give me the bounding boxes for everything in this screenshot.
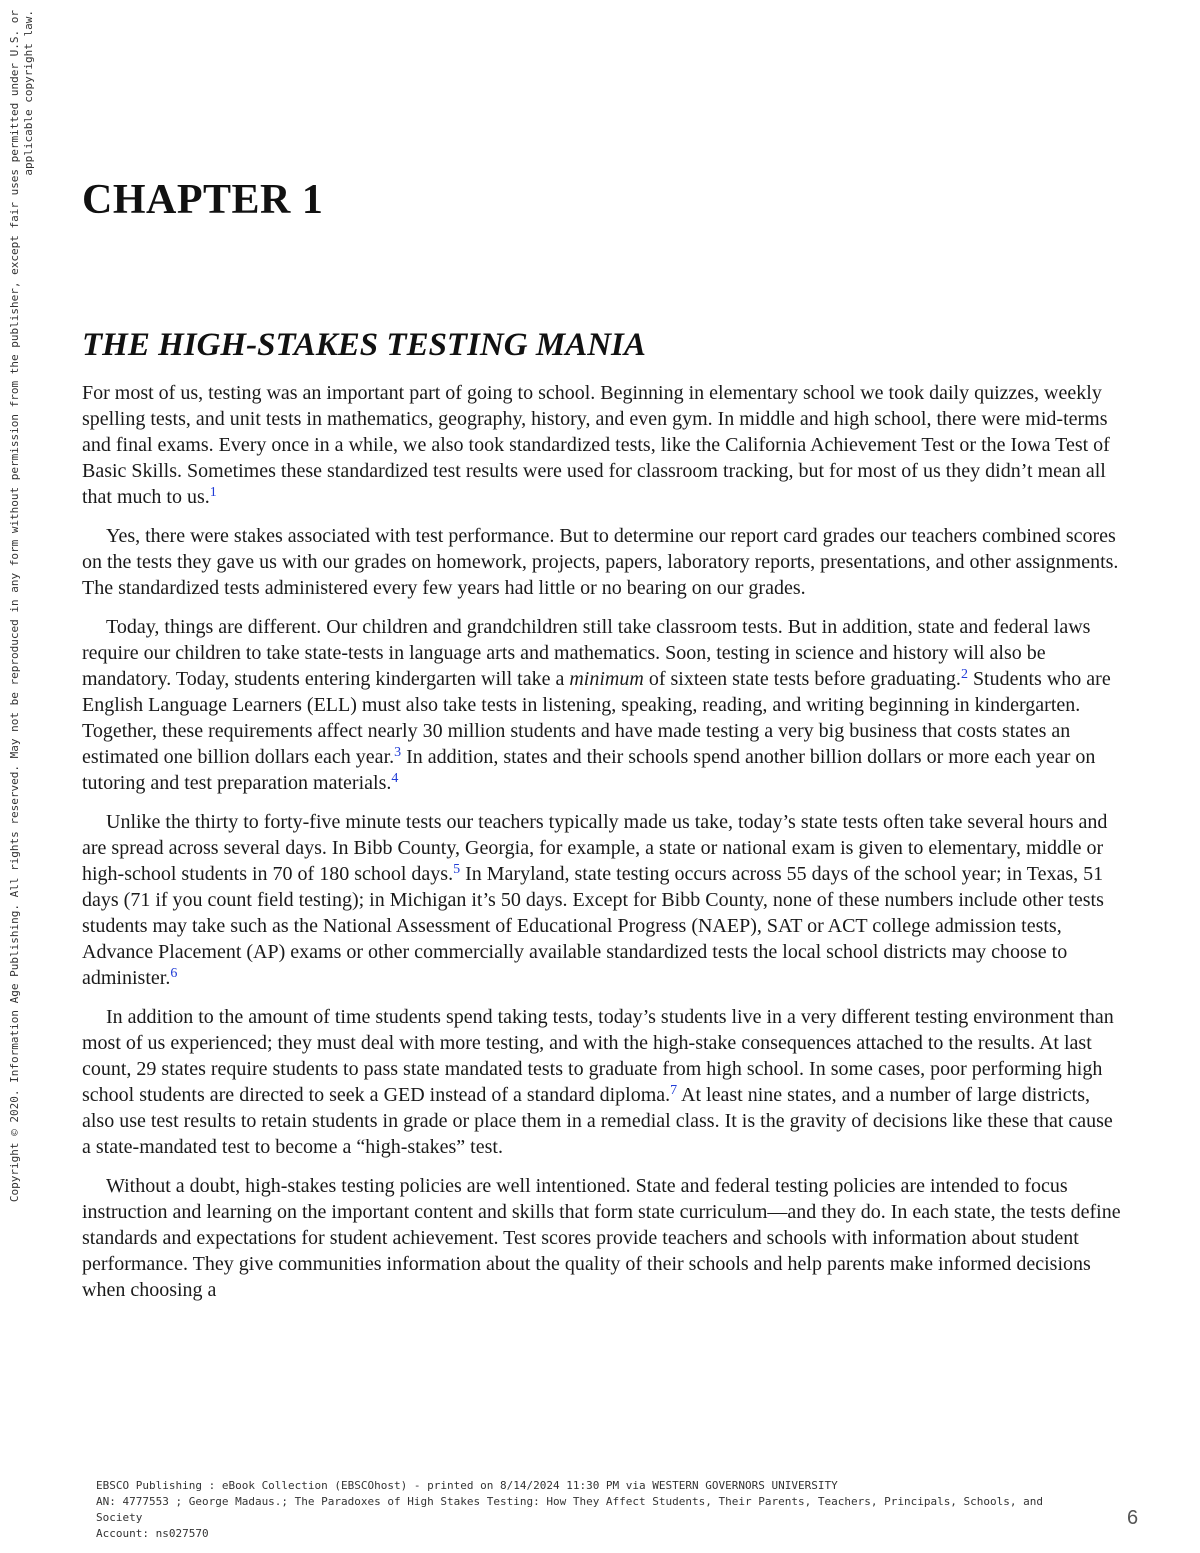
- copyright-line-1: Copyright © 2020. Information Age Publishing. All rights reserved. May not be reproduced in any form without permission from the publisher, except fair uses permitted under U.S. or: [8, 10, 21, 1203]
- emphasis-minimum: minimum: [569, 668, 644, 690]
- paragraph-3: [82, 614, 1122, 796]
- paragraph-4-text-a: Unlike the thirty to forty-five minute tests our teachers typically made us take, today’s state tests often take several hours and are spread across several days. In Bibb County, Georgia, for example, a state or national exam is given to elementary, middle or high-school students in 70 of 180 school days.: [82, 811, 1108, 885]
- footnote-link-1[interactable]: 1: [209, 485, 217, 500]
- footnote-link-2[interactable]: 2: [960, 667, 968, 682]
- paragraph-5-text-a: In addition to the amount of time students spend taking tests, today’s students live in a very different testing environment than most of us experienced; they must deal with more testing, and with the high-stake consequences attached to the results. At last count, 29 states require students to pass state mandated tests to graduate from high school. In some cases, poor performing high school students are directed to seek a GED instead of a standard diploma.: [82, 1006, 1114, 1106]
- paragraph-5: [82, 1004, 1122, 1160]
- paragraph-1-text: For most of us, testing was an important part of going to school. Beginning in elementary school we took daily quizzes, weekly spelling tests, and unit tests in mathematics, geography, history, and even gym. In middle and high school, there were mid-terms and final exams. Every once in a while, we also took standardized tests, like the California Achievement Test or the Iowa Test of Basic Skills. Sometimes these standardized test results were used for classroom tracking, but for most of us they didn’t mean all that much to us.: [82, 382, 1110, 508]
- paragraph-4: [82, 809, 1122, 991]
- footer-line-1: EBSCO Publishing : eBook Collection (EBSCOhost) - printed on 8/14/2024 11:30 PM via WESTERN GOVERNORS UNIVERSITY: [96, 1479, 838, 1492]
- chapter-title: THE HIGH-STAKES TESTING MANIA: [82, 327, 646, 363]
- paragraph-3-text-c: Students who are English Language Learners (ELL) must also take tests in listening, speaking, reading, and writing beginning in kindergarten. Together, these requirements affect nearly 30 million students and have made testing a very big business that costs states an estimated one billion dollars each year.: [82, 668, 1111, 768]
- footnote-link-7[interactable]: 7: [670, 1083, 678, 1098]
- paragraph-4-text-b: In Maryland, state testing occurs across 55 days of the school year; in Texas, 51 days (71 if you count field testing); in Michigan it’s 50 days. Except for Bibb County, none of these numbers include other tests students may take such as the National Assessment of Educational Progress (NAEP), SAT or ACT college admission tests, Advance Placement (AP) exams or other commercially available standardized tests the local school districts may choose to administer.: [82, 863, 1104, 989]
- page-number: 6: [1127, 1507, 1139, 1529]
- paragraph-5-text-b: At least nine states, and a number of large districts, also use test results to retain students in grade or place them in a remedial class. It is the gravity of decisions like these that cause a state-mandated test to become a “high-stakes” test.: [82, 1084, 1113, 1158]
- footer-line-3: Account: ns027570: [96, 1527, 209, 1540]
- footnote-link-4[interactable]: 4: [391, 771, 399, 786]
- footer-line-2: AN: 4777553 ; George Madaus.; The Paradoxes of High Stakes Testing: How They Affect Students, Their Parents, Teachers, Principals, Schools, and Society: [96, 1495, 1044, 1524]
- footnote-link-3[interactable]: 3: [394, 745, 402, 760]
- side-copyright-notice: [8, 10, 68, 1470]
- chapter-label: CHAPTER 1: [82, 177, 324, 223]
- footnote-link-6[interactable]: 6: [170, 966, 178, 981]
- ebsco-footer: [96, 1478, 1086, 1542]
- paragraph-3-text-d: In addition, states and their schools spend another billion dollars or more each year on tutoring and test preparation materials.: [82, 746, 1096, 794]
- paragraph-6-text: Without a doubt, high-stakes testing policies are well intentioned. State and federal testing policies are intended to focus instruction and learning on the important content and skills that form state curriculum—and they do. In each state, the tests define standards and expectations for student achievement. Test scores provide teachers and schools with information about student performance. They give communities information about the quality of their schools and help parents make informed decisions when choosing a: [82, 1175, 1121, 1301]
- paragraph-3-text-b: of sixteen state tests before graduating.: [643, 668, 961, 690]
- paragraph-2-text: Yes, there were stakes associated with test performance. But to determine our report card grades our teachers combined scores on the tests they gave us with our grades on homework, projects, papers, laboratory reports, presentations, and other assignments. The standardized tests administered every few years had little or no bearing on our grades.: [82, 525, 1119, 599]
- copyright-line-2: applicable copyright law.: [22, 10, 35, 176]
- body-text: [82, 380, 1122, 1316]
- footnote-link-5[interactable]: 5: [453, 862, 461, 877]
- paragraph-3-text-a: Today, things are different. Our children and grandchildren still take classroom tests. But in addition, state and federal laws require our children to take state-tests in language arts and mathematics. Soon, testing in science and history will also be mandatory. Today, students entering kindergarten will take a: [82, 616, 1091, 690]
- paragraph-6: [82, 1173, 1122, 1303]
- paragraph-2: [82, 523, 1122, 601]
- paragraph-1: [82, 380, 1122, 510]
